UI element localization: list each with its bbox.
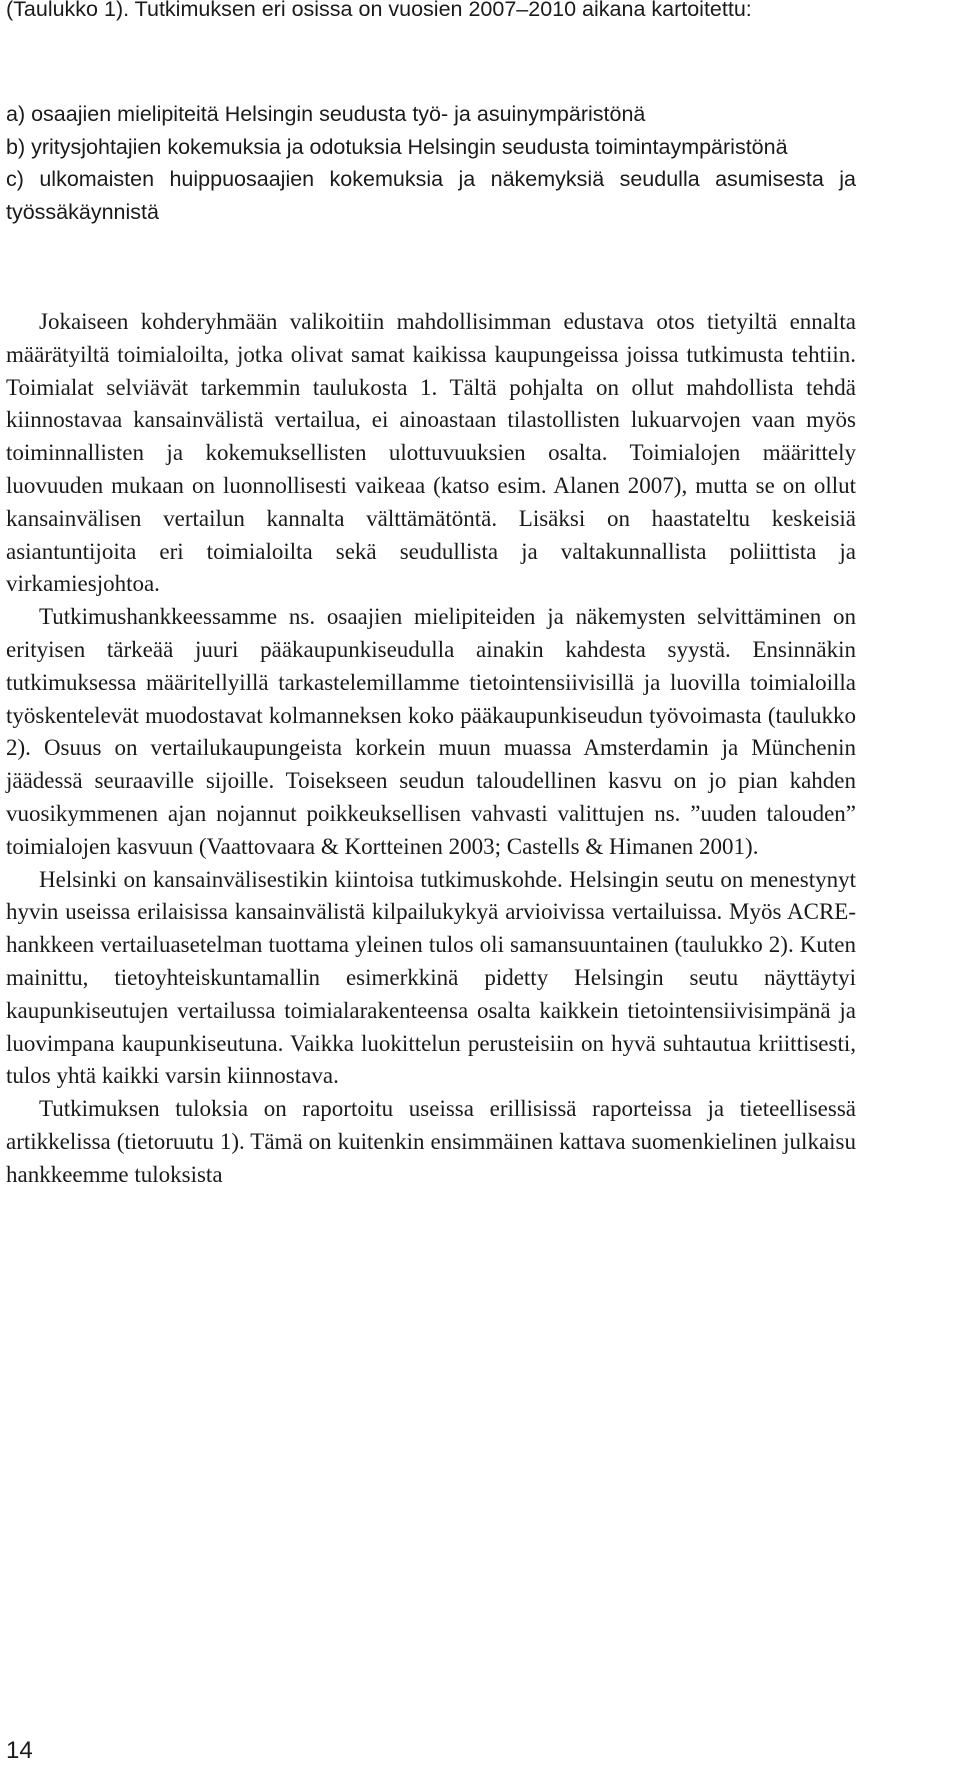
list-item: b) yritysjohtajien kokemuksia ja odotuksia Helsingin seudusta toimintaympäristönä — [6, 134, 788, 159]
list-item: c) ulkomaisten huippuosaajien kokemuksia ja näkemyksiä seudulla asumisesta ja työssäkäynnistä — [6, 167, 856, 224]
paragraph: Helsinki on kansainvälisestikin kiintoisa tutkimuskohde. Helsingin seutu on menestynyt hyvin useissa erilaisissa kansainvälistä kilpailukykyä arvioivissa vertailuissa. Myös ACRE-hankkeen vertailuasetelman tuottama yleinen tulos oli samansuuntainen (taulukko 2). Kuten mainittu, tietoyhteiskuntamallin esimerkkinä pidetty Helsingin seutu näyttäytyi kaupunkiseutujen vertailussa toimialarakenteensa osalta kaikkein tietointensiivisimpänä ja luovimpana kaupunkiseutuna. Vaikka luokittelun perusteisiin on hyvä suhtautua kriittisesti, tulos yhtä kaikki varsin kiinnostava. — [6, 866, 856, 1089]
page-number: 14 — [6, 1737, 33, 1764]
survey-list — [6, 98, 856, 228]
paragraph: Jokaiseen kohderyhmään valikoitiin mahdollisimman edustava otos tietyiltä ennalta määrätyiltä toimialoilta, jotka olivat samat kaikissa kaupungeissa joissa tutkimusta tehtiin. Toimialat selviävät tarkemmin taulukosta 1. Tältä pohjalta on ollut mahdollista tehdä kiinnostavaa kansainvälistä vertailua, ei ainoastaan tilastollisten lukuarvojen vaan myös toiminnallisten ja kokemuksellisten ulottuvuuksien osalta. Toimialojen määrittely luovuuden mukaan on luonnollisesti vaikeaa (katso esim. Alanen 2007), mutta se on ollut kansainvälisen vertailun kannalta välttämätöntä. Lisäksi on haastateltu keskeisiä asiantuntijoita eri toimialoilta sekä seudullista ja valtakunnallista poliittista ja virkamiesjohtoa. — [6, 309, 856, 597]
intro-text: (Taulukko 1). Tutkimuksen eri osissa on vuosien 2007–2010 aikana kartoitettu: — [6, 0, 752, 21]
paragraph: Tutkimuksen tuloksia on raportoitu useissa erillisissä raporteissa ja tieteellisessä artikkelissa (tietoruutu 1). Tämä on kuitenkin ensimmäinen kattava suomenkielinen julkaisu hankkeemme tuloksista — [6, 1096, 856, 1187]
paragraph: Tutkimushankkeessamme ns. osaajien mielipiteiden ja näkemysten selvittäminen on erityisen tärkeää juuri pääkaupunkiseudulla ainakin kahdesta syystä. Ensinnäkin tutkimuksessa määritellyillä tarkastelemillamme tietointensiivisillä ja luovilla toimialoilla työskentelevät muodostavat kolmanneksen koko pääkaupunkiseudun työvoimasta (taulukko 2). Osuus on vertailukaupungeista korkein muun muassa Amsterdamin ja Münchenin jäädessä seuraaville sijoille. Toisekseen seudun taloudellinen kasvu on jo pian kahden vuosikymmenen ajan nojannut poikkeuksellisen vahvasti valittujen ns. ”uuden talouden” toimialojen kasvuun (Vaattovaara & Kortteinen 2003; Castells & Himanen 2001). — [6, 604, 856, 859]
body-text — [6, 306, 856, 1192]
list-item: a) osaajien mielipiteitä Helsingin seudusta työ- ja asuinympäristönä — [6, 102, 646, 126]
